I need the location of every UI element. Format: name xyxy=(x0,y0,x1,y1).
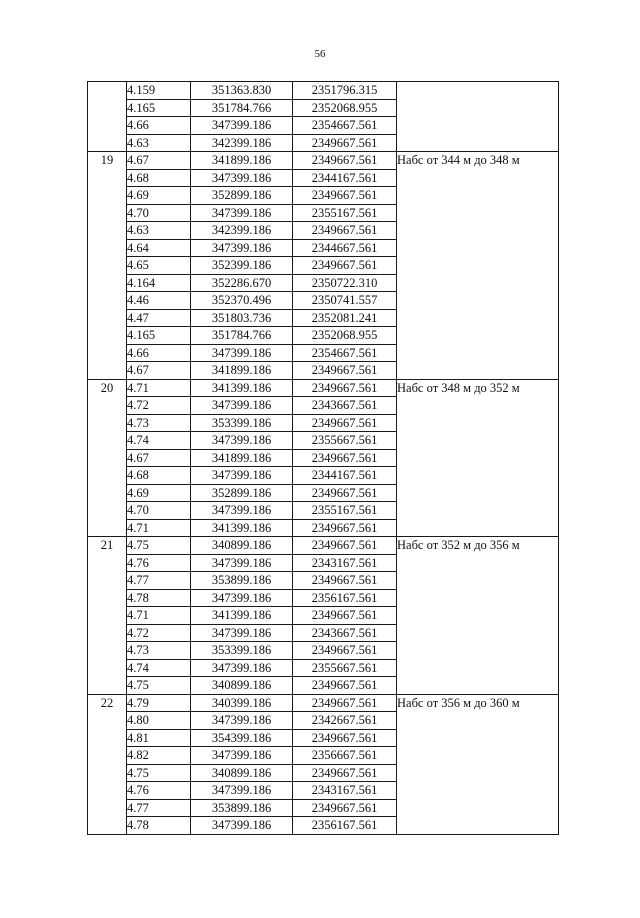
x-coordinate-cell: 352370.496 xyxy=(191,292,293,310)
y-coordinate-cell: 2355667.561 xyxy=(293,432,397,450)
point-id-cell: 4.76 xyxy=(127,554,191,572)
y-coordinate-cell: 2349667.561 xyxy=(293,764,397,782)
y-coordinate-cell: 2349667.561 xyxy=(293,642,397,660)
table-row xyxy=(88,152,559,170)
point-id-cell: 4.65 xyxy=(127,257,191,275)
x-coordinate-cell: 340899.186 xyxy=(191,677,293,695)
y-coordinate-cell: 2349667.561 xyxy=(293,799,397,817)
zone-number-cell: 19 xyxy=(88,152,127,380)
zone-number-cell: 22 xyxy=(88,694,127,834)
x-coordinate-cell: 352286.670 xyxy=(191,274,293,292)
x-coordinate-cell: 347399.186 xyxy=(191,432,293,450)
x-coordinate-cell: 347399.186 xyxy=(191,344,293,362)
x-coordinate-cell: 353899.186 xyxy=(191,572,293,590)
y-coordinate-cell: 2351796.315 xyxy=(293,82,397,100)
x-coordinate-cell: 347399.186 xyxy=(191,502,293,520)
point-id-cell: 4.67 xyxy=(127,362,191,380)
x-coordinate-cell: 341399.186 xyxy=(191,519,293,537)
height-range-note-cell: Набс от 344 м до 348 м xyxy=(397,152,559,380)
point-id-cell: 4.80 xyxy=(127,712,191,730)
point-id-cell: 4.75 xyxy=(127,677,191,695)
point-id-cell: 4.63 xyxy=(127,222,191,240)
x-coordinate-cell: 347399.186 xyxy=(191,782,293,800)
point-id-cell: 4.77 xyxy=(127,572,191,590)
y-coordinate-cell: 2349667.561 xyxy=(293,729,397,747)
x-coordinate-cell: 353399.186 xyxy=(191,414,293,432)
x-coordinate-cell: 341899.186 xyxy=(191,152,293,170)
x-coordinate-cell: 347399.186 xyxy=(191,204,293,222)
y-coordinate-cell: 2349667.561 xyxy=(293,187,397,205)
page-number: 56 xyxy=(314,48,326,60)
y-coordinate-cell: 2354667.561 xyxy=(293,344,397,362)
table-row xyxy=(88,82,559,100)
point-id-cell: 4.77 xyxy=(127,799,191,817)
x-coordinate-cell: 347399.186 xyxy=(191,554,293,572)
point-id-cell: 4.70 xyxy=(127,502,191,520)
point-id-cell: 4.75 xyxy=(127,537,191,555)
point-id-cell: 4.69 xyxy=(127,187,191,205)
y-coordinate-cell: 2349667.561 xyxy=(293,222,397,240)
zone-number-cell: 21 xyxy=(88,537,127,695)
x-coordinate-cell: 351363.830 xyxy=(191,82,293,100)
y-coordinate-cell: 2343667.561 xyxy=(293,624,397,642)
x-coordinate-cell: 353399.186 xyxy=(191,642,293,660)
x-coordinate-cell: 347399.186 xyxy=(191,817,293,835)
point-id-cell: 4.66 xyxy=(127,117,191,135)
x-coordinate-cell: 347399.186 xyxy=(191,589,293,607)
x-coordinate-cell: 347399.186 xyxy=(191,659,293,677)
x-coordinate-cell: 341399.186 xyxy=(191,607,293,625)
y-coordinate-cell: 2349667.561 xyxy=(293,572,397,590)
point-id-cell: 4.76 xyxy=(127,782,191,800)
y-coordinate-cell: 2350722.310 xyxy=(293,274,397,292)
x-coordinate-cell: 340899.186 xyxy=(191,537,293,555)
point-id-cell: 4.72 xyxy=(127,624,191,642)
y-coordinate-cell: 2344167.561 xyxy=(293,169,397,187)
height-range-note-cell: Набс от 348 м до 352 м xyxy=(397,379,559,537)
height-range-note-cell: Набс от 356 м до 360 м xyxy=(397,694,559,834)
y-coordinate-cell: 2349667.561 xyxy=(293,484,397,502)
point-id-cell: 4.79 xyxy=(127,694,191,712)
point-id-cell: 4.72 xyxy=(127,397,191,415)
x-coordinate-cell: 347399.186 xyxy=(191,624,293,642)
x-coordinate-cell: 340399.186 xyxy=(191,694,293,712)
x-coordinate-cell: 347399.186 xyxy=(191,747,293,765)
y-coordinate-cell: 2352081.241 xyxy=(293,309,397,327)
x-coordinate-cell: 347399.186 xyxy=(191,169,293,187)
x-coordinate-cell: 340899.186 xyxy=(191,764,293,782)
x-coordinate-cell: 347399.186 xyxy=(191,239,293,257)
point-id-cell: 4.67 xyxy=(127,152,191,170)
point-id-cell: 4.81 xyxy=(127,729,191,747)
y-coordinate-cell: 2355167.561 xyxy=(293,502,397,520)
point-id-cell: 4.82 xyxy=(127,747,191,765)
y-coordinate-cell: 2349667.561 xyxy=(293,257,397,275)
point-id-cell: 4.71 xyxy=(127,519,191,537)
y-coordinate-cell: 2349667.561 xyxy=(293,152,397,170)
y-coordinate-cell: 2349667.561 xyxy=(293,607,397,625)
x-coordinate-cell: 342399.186 xyxy=(191,222,293,240)
y-coordinate-cell: 2349667.561 xyxy=(293,362,397,380)
x-coordinate-cell: 347399.186 xyxy=(191,467,293,485)
point-id-cell: 4.66 xyxy=(127,344,191,362)
x-coordinate-cell: 351803.736 xyxy=(191,309,293,327)
y-coordinate-cell: 2342667.561 xyxy=(293,712,397,730)
point-id-cell: 4.165 xyxy=(127,327,191,345)
x-coordinate-cell: 341899.186 xyxy=(191,362,293,380)
point-id-cell: 4.67 xyxy=(127,449,191,467)
point-id-cell: 4.64 xyxy=(127,239,191,257)
point-id-cell: 4.75 xyxy=(127,764,191,782)
point-id-cell: 4.78 xyxy=(127,589,191,607)
y-coordinate-cell: 2349667.561 xyxy=(293,414,397,432)
x-coordinate-cell: 342399.186 xyxy=(191,134,293,152)
y-coordinate-cell: 2356667.561 xyxy=(293,747,397,765)
table-row xyxy=(88,379,559,397)
x-coordinate-cell: 352899.186 xyxy=(191,484,293,502)
point-id-cell: 4.159 xyxy=(127,82,191,100)
table-row xyxy=(88,694,559,712)
point-id-cell: 4.69 xyxy=(127,484,191,502)
y-coordinate-cell: 2349667.561 xyxy=(293,694,397,712)
point-id-cell: 4.71 xyxy=(127,379,191,397)
point-id-cell: 4.74 xyxy=(127,432,191,450)
point-id-cell: 4.68 xyxy=(127,169,191,187)
point-id-cell: 4.63 xyxy=(127,134,191,152)
y-coordinate-cell: 2349667.561 xyxy=(293,677,397,695)
y-coordinate-cell: 2355667.561 xyxy=(293,659,397,677)
x-coordinate-cell: 351784.766 xyxy=(191,327,293,345)
coordinates-table xyxy=(87,81,559,835)
x-coordinate-cell: 351784.766 xyxy=(191,99,293,117)
y-coordinate-cell: 2344167.561 xyxy=(293,467,397,485)
point-id-cell: 4.70 xyxy=(127,204,191,222)
y-coordinate-cell: 2343167.561 xyxy=(293,782,397,800)
point-id-cell: 4.73 xyxy=(127,414,191,432)
height-range-note-cell: Набс от 352 м до 356 м xyxy=(397,537,559,695)
x-coordinate-cell: 352399.186 xyxy=(191,257,293,275)
y-coordinate-cell: 2344667.561 xyxy=(293,239,397,257)
x-coordinate-cell: 352899.186 xyxy=(191,187,293,205)
point-id-cell: 4.73 xyxy=(127,642,191,660)
y-coordinate-cell: 2349667.561 xyxy=(293,449,397,467)
table-row xyxy=(88,537,559,555)
point-id-cell: 4.74 xyxy=(127,659,191,677)
zone-number-cell xyxy=(88,82,127,152)
y-coordinate-cell: 2349667.561 xyxy=(293,134,397,152)
zone-number-cell: 20 xyxy=(88,379,127,537)
y-coordinate-cell: 2350741.557 xyxy=(293,292,397,310)
x-coordinate-cell: 341899.186 xyxy=(191,449,293,467)
y-coordinate-cell: 2354667.561 xyxy=(293,117,397,135)
x-coordinate-cell: 353899.186 xyxy=(191,799,293,817)
point-id-cell: 4.68 xyxy=(127,467,191,485)
x-coordinate-cell: 347399.186 xyxy=(191,712,293,730)
y-coordinate-cell: 2352068.955 xyxy=(293,327,397,345)
x-coordinate-cell: 341399.186 xyxy=(191,379,293,397)
coordinates-table-body xyxy=(88,82,559,835)
point-id-cell: 4.165 xyxy=(127,99,191,117)
y-coordinate-cell: 2343167.561 xyxy=(293,554,397,572)
y-coordinate-cell: 2349667.561 xyxy=(293,379,397,397)
point-id-cell: 4.46 xyxy=(127,292,191,310)
y-coordinate-cell: 2343667.561 xyxy=(293,397,397,415)
y-coordinate-cell: 2355167.561 xyxy=(293,204,397,222)
x-coordinate-cell: 347399.186 xyxy=(191,117,293,135)
height-range-note-cell xyxy=(397,82,559,152)
y-coordinate-cell: 2356167.561 xyxy=(293,589,397,607)
y-coordinate-cell: 2356167.561 xyxy=(293,817,397,835)
y-coordinate-cell: 2349667.561 xyxy=(293,519,397,537)
y-coordinate-cell: 2349667.561 xyxy=(293,537,397,555)
point-id-cell: 4.78 xyxy=(127,817,191,835)
point-id-cell: 4.47 xyxy=(127,309,191,327)
x-coordinate-cell: 347399.186 xyxy=(191,397,293,415)
point-id-cell: 4.164 xyxy=(127,274,191,292)
point-id-cell: 4.71 xyxy=(127,607,191,625)
x-coordinate-cell: 354399.186 xyxy=(191,729,293,747)
y-coordinate-cell: 2352068.955 xyxy=(293,99,397,117)
